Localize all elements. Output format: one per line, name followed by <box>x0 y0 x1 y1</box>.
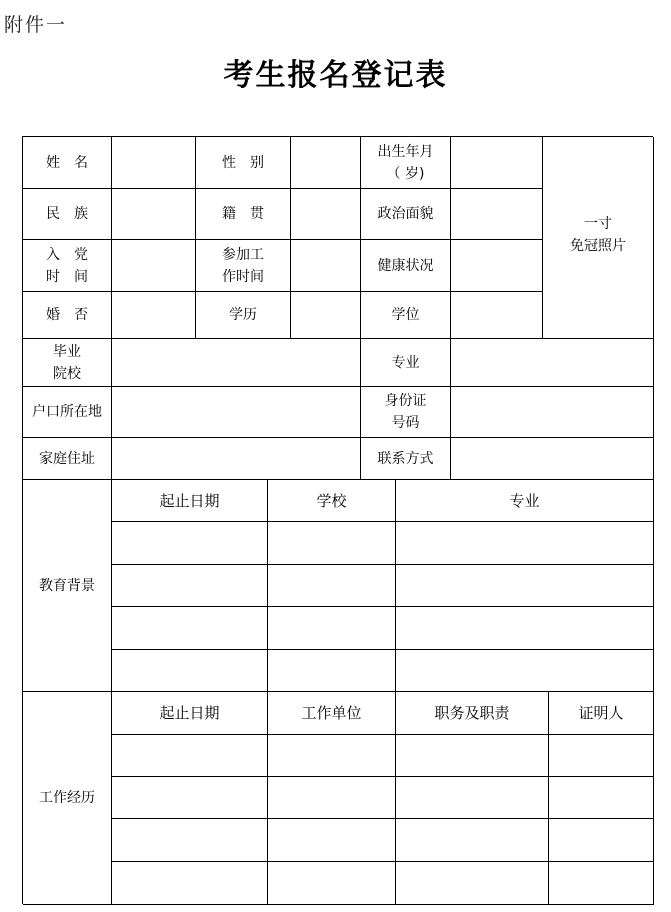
work-header-employer: 工作单位 <box>268 692 396 735</box>
work-header-position: 职务及职责 <box>396 692 549 735</box>
name-field[interactable] <box>112 137 196 189</box>
marital-field[interactable] <box>112 292 196 339</box>
marital-label: 婚 否 <box>23 292 112 339</box>
work-row-referee[interactable] <box>549 819 654 862</box>
work-row-employer[interactable] <box>268 735 396 777</box>
work-section-label: 工作经历 <box>23 692 112 905</box>
edu-row-school[interactable] <box>268 650 396 692</box>
edu-header-major: 专业 <box>396 480 654 522</box>
work-start-field[interactable] <box>291 240 361 292</box>
edu-row-dates[interactable] <box>112 650 268 692</box>
education-label: 学历 <box>196 292 291 339</box>
hukou-field[interactable] <box>112 387 361 438</box>
edu-row-major[interactable] <box>396 607 654 650</box>
birth-label: 出生年月 （ 岁) <box>361 137 451 189</box>
work-row-dates[interactable] <box>112 735 268 777</box>
major-label: 专业 <box>361 339 451 387</box>
contact-label: 联系方式 <box>361 438 451 480</box>
edu-header-dates: 起止日期 <box>112 480 268 522</box>
page-title: 考生报名登记表 <box>223 58 448 93</box>
work-row-employer[interactable] <box>268 819 396 862</box>
edu-row-school[interactable] <box>268 565 396 607</box>
work-row-position[interactable] <box>396 862 549 905</box>
photo-box[interactable]: 一寸 免冠照片 <box>543 137 654 339</box>
hukou-label: 户口所在地 <box>23 387 112 438</box>
edu-header-school: 学校 <box>268 480 396 522</box>
gender-label: 性 别 <box>196 137 291 189</box>
degree-label: 学位 <box>361 292 451 339</box>
work-row-dates[interactable] <box>112 819 268 862</box>
work-row-position[interactable] <box>396 819 549 862</box>
edu-row-school[interactable] <box>268 522 396 565</box>
birth-field[interactable] <box>451 137 543 189</box>
work-row-employer[interactable] <box>268 862 396 905</box>
work-header-referee: 证明人 <box>549 692 654 735</box>
work-row-dates[interactable] <box>112 777 268 819</box>
contact-field[interactable] <box>451 438 654 480</box>
name-label: 姓 名 <box>23 137 112 189</box>
work-row-referee[interactable] <box>549 862 654 905</box>
id-field[interactable] <box>451 387 654 438</box>
registration-form <box>22 136 653 904</box>
id-label: 身份证 号码 <box>361 387 451 438</box>
work-start-label: 参加工 作时间 <box>196 240 291 292</box>
work-row-employer[interactable] <box>268 777 396 819</box>
attachment-label: 附件一 <box>4 14 68 36</box>
education-section-label: 教育背景 <box>23 480 112 692</box>
political-status-field[interactable] <box>451 189 543 240</box>
work-row-dates[interactable] <box>112 862 268 905</box>
edu-row-dates[interactable] <box>112 565 268 607</box>
gender-field[interactable] <box>291 137 361 189</box>
work-row-referee[interactable] <box>549 735 654 777</box>
degree-field[interactable] <box>451 292 543 339</box>
school-field[interactable] <box>112 339 361 387</box>
ethnicity-label: 民 族 <box>23 189 112 240</box>
health-field[interactable] <box>451 240 543 292</box>
education-field[interactable] <box>291 292 361 339</box>
health-label: 健康状况 <box>361 240 451 292</box>
political-status-label: 政治面貌 <box>361 189 451 240</box>
work-row-referee[interactable] <box>549 777 654 819</box>
address-field[interactable] <box>112 438 361 480</box>
edu-row-dates[interactable] <box>112 522 268 565</box>
work-header-dates: 起止日期 <box>112 692 268 735</box>
native-place-label: 籍 贯 <box>196 189 291 240</box>
edu-row-dates[interactable] <box>112 607 268 650</box>
address-label: 家庭住址 <box>23 438 112 480</box>
major-field[interactable] <box>451 339 654 387</box>
edu-row-major[interactable] <box>396 565 654 607</box>
work-row-position[interactable] <box>396 735 549 777</box>
school-label: 毕业 院校 <box>23 339 112 387</box>
edu-row-major[interactable] <box>396 522 654 565</box>
native-place-field[interactable] <box>291 189 361 240</box>
edu-row-major[interactable] <box>396 650 654 692</box>
party-join-field[interactable] <box>112 240 196 292</box>
edu-row-school[interactable] <box>268 607 396 650</box>
ethnicity-field[interactable] <box>112 189 196 240</box>
party-join-label: 入 党 时 间 <box>23 240 112 292</box>
work-row-position[interactable] <box>396 777 549 819</box>
